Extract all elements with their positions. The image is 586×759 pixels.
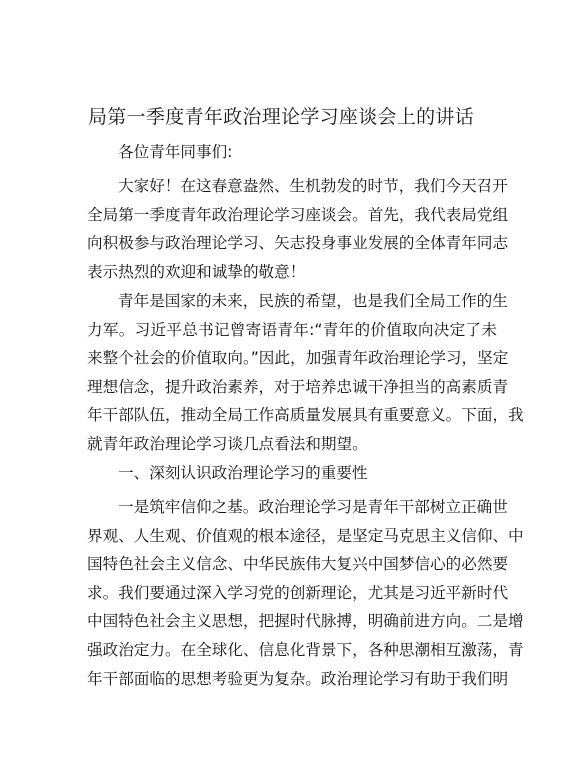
paragraph-line: 表示热烈的欢迎和诚挚的敬意！ — [87, 262, 306, 281]
paragraph-line: 理想信念，提升政治素养，对于培养忠诚干净担当的高素质青 — [87, 377, 509, 396]
paragraph-line: 强政治定力。在全球化、信息化背景下，各种思潮相互激荡，青 — [87, 640, 524, 659]
document-title: 局第一季度青年政治理论学习座谈会上的讲话 — [88, 106, 475, 128]
section-heading-block — [87, 459, 497, 488]
section-heading: 一、深刻认识政治理论学习的重要性 — [118, 464, 368, 482]
paragraph-section-one — [87, 493, 524, 693]
paragraph-line: 来整个社会的价值取向。”因此，加强青年政治理论学习，坚定 — [87, 349, 509, 368]
paragraph-line: 中国特色社会主义思想，把握时代脉搏，明确前进方向。二是增 — [87, 612, 524, 631]
paragraph-line: 年干部队伍，推动全局工作高质量发展具有重要意义。下面，我 — [87, 406, 524, 425]
paragraph-line: 就青年政治理论学习谈几点看法和期望。 — [87, 434, 368, 453]
greeting-line: 各位青年同事们: — [118, 143, 233, 161]
paragraph-line: 全局第一季度青年政治理论学习座谈会。首先，我代表局党组 — [87, 205, 509, 224]
paragraph-line: 青年是国家的未来，民族的希望，也是我们全局工作的生 — [118, 292, 508, 310]
paragraph-line: 力军。习近平总书记曾寄语青年:“青年的价值取向决定了未 — [87, 320, 497, 339]
paragraph-line: 国特色社会主义信念、中华民族伟大复兴中国梦信心的必然要 — [87, 555, 509, 574]
paragraph-opening — [87, 172, 509, 286]
paragraph-line: 一是筑牢信仰之基。政治理论学习是青年干部树立正确世 — [118, 498, 508, 516]
paragraph-line: 向积极参与政治理论学习、矢志投身事业发展的全体青年同志 — [87, 234, 509, 253]
paragraph-line: 大家好！在这春意盎然、生机勃发的时节，我们今天召开 — [118, 177, 508, 195]
paragraph-line: 界观、人生观、价值观的根本途径，是坚定马克思主义信仰、中 — [87, 526, 524, 545]
paragraph-line: 求。我们要通过深入学习党的创新理论，尤其是习近平新时代 — [87, 583, 509, 602]
greeting-block — [87, 138, 497, 167]
paragraph-youth — [87, 287, 524, 459]
paragraph-line: 年干部面临的思想考验更为复杂。政治理论学习有助于我们明 — [87, 669, 509, 688]
